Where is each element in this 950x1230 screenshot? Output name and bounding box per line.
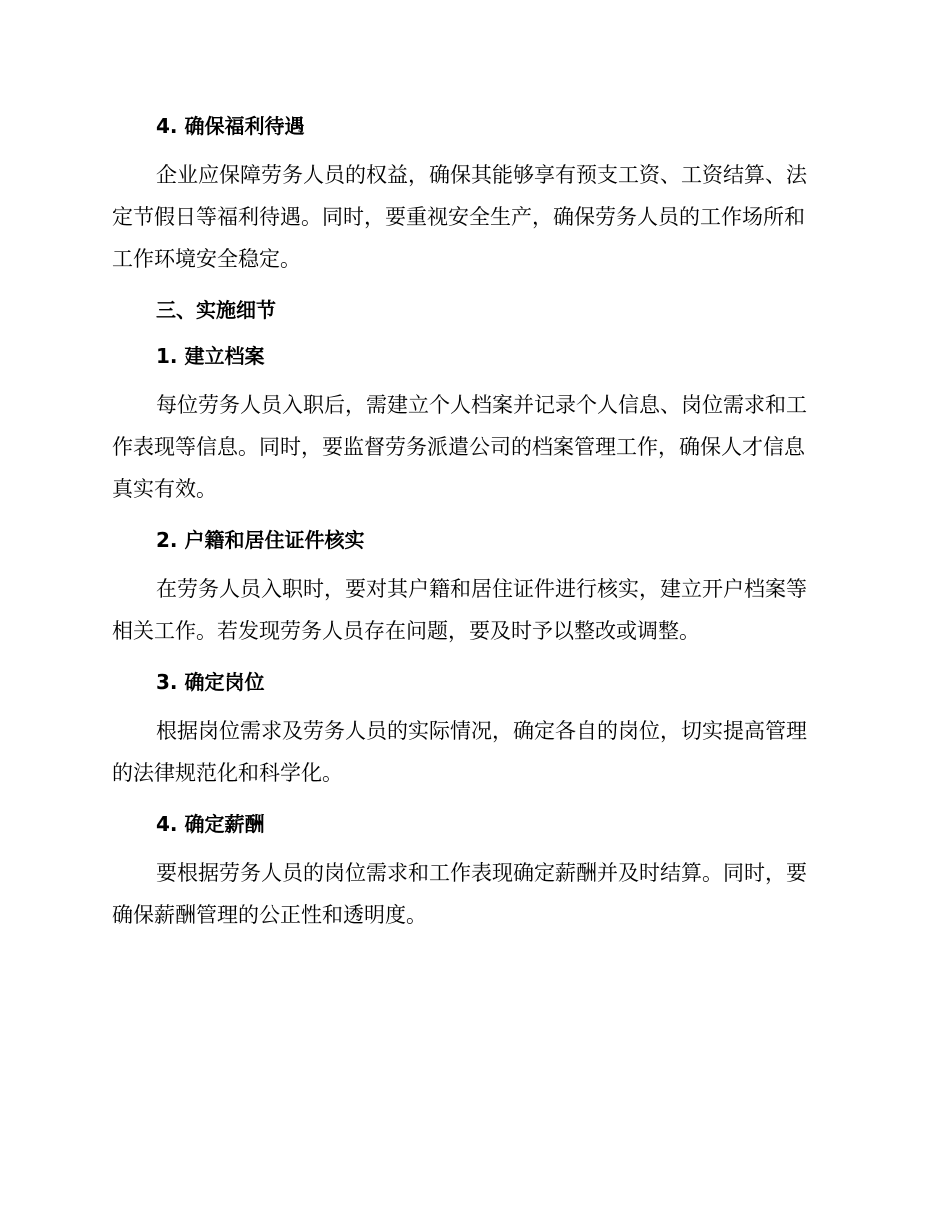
paragraph-line: 要根据劳务人员的岗位需求和工作表现确定薪酬并及时结算。同时，要 — [156, 861, 807, 885]
section-heading-welfare: 4. 确保福利待遇 — [156, 114, 305, 138]
paragraph-line: 每位劳务人员入职后，需建立个人档案并记录个人信息、岗位需求和工 — [156, 393, 807, 417]
paragraph-line: 工作环境安全稳定。 — [112, 247, 301, 271]
section-paragraph-salary — [112, 852, 832, 936]
paragraph-line: 的法律规范化和科学化。 — [112, 761, 343, 785]
section-heading-id-verification: 2. 户籍和居住证件核实 — [156, 528, 365, 552]
section-paragraph-welfare — [112, 154, 832, 280]
section-paragraph-archives — [112, 384, 832, 510]
paragraph-line: 作表现等信息。同时，要监督劳务派遣公司的档案管理工作，确保人才信息 — [112, 435, 805, 459]
paragraph-line: 根据岗位需求及劳务人员的实际情况，确定各自的岗位，切实提高管理 — [156, 719, 807, 743]
document-content — [112, 108, 832, 948]
paragraph-line: 定节假日等福利待遇。同时，要重视安全生产，确保劳务人员的工作场所和 — [112, 205, 805, 229]
section-heading-salary: 4. 确定薪酬 — [156, 812, 265, 836]
paragraph-line: 在劳务人员入职时，要对其户籍和居住证件进行核实，建立开户档案等 — [156, 577, 807, 601]
section-heading-archives: 1. 建立档案 — [156, 344, 265, 368]
chapter-heading-implementation: 三、实施细节 — [156, 298, 276, 322]
paragraph-line: 相关工作。若发现劳务人员存在问题，要及时予以整改或调整。 — [112, 619, 700, 643]
section-heading-positions: 3. 确定岗位 — [156, 670, 265, 694]
paragraph-line: 企业应保障劳务人员的权益，确保其能够享有预支工资、工资结算、法 — [156, 163, 807, 187]
section-paragraph-id-verification — [112, 568, 832, 652]
paragraph-line: 确保薪酬管理的公正性和透明度。 — [112, 903, 427, 927]
section-paragraph-positions — [112, 710, 832, 794]
paragraph-line: 真实有效。 — [112, 477, 217, 501]
